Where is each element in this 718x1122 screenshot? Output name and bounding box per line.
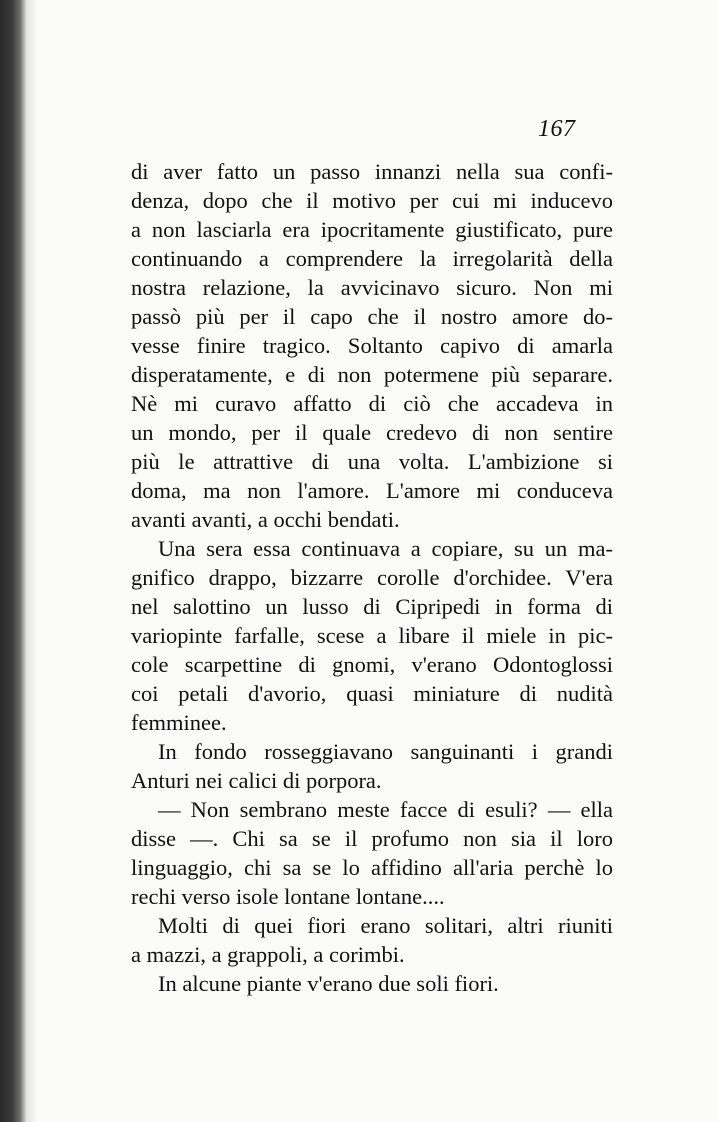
text-line: variopinte farfalle, scese a libare il miele in pic- bbox=[131, 623, 613, 648]
body-text bbox=[131, 157, 613, 998]
text-line: disse —. Chi sa se il profumo non sia il loro bbox=[131, 826, 613, 851]
text-line: femminee. bbox=[131, 710, 227, 735]
text-line: nel salottino un lusso di Cipripedi in forma di bbox=[131, 594, 613, 619]
text-line: In fondo rosseggiavano sanguinanti i grandi bbox=[158, 739, 613, 764]
text-line: rechi verso isole lontane lontane.... bbox=[131, 884, 445, 909]
text-line: Molti di quei fiori erano solitari, altri riuniti bbox=[158, 913, 613, 938]
text-line: Anturi nei calici di porpora. bbox=[131, 768, 382, 793]
text-line: In alcune piante v'erano due soli fiori. bbox=[158, 971, 499, 996]
text-line: a non lasciarla era ipocritamente giustificato, pure bbox=[131, 217, 613, 242]
text-line: gnifico drappo, bizzarre corolle d'orchidee. V'era bbox=[131, 565, 613, 590]
text-line: disperatamente, e di non potermene più separare. bbox=[131, 362, 613, 387]
text-line: doma, ma non l'amore. L'amore mi conduceva bbox=[131, 478, 613, 503]
text-line: un mondo, per il quale credevo di non sentire bbox=[131, 420, 613, 445]
text-line: avanti avanti, a occhi bendati. bbox=[131, 507, 400, 532]
text-line: Nè mi curavo affatto di ciò che accadeva in bbox=[131, 391, 613, 416]
text-line: nostra relazione, la avvicinavo sicuro. Non mi bbox=[131, 275, 613, 300]
page-number: 167 bbox=[538, 116, 576, 142]
text-line: a mazzi, a grappoli, a corimbi. bbox=[131, 942, 405, 967]
book-binding-edge bbox=[0, 0, 26, 1122]
gutter-shadow bbox=[26, 0, 38, 1122]
text-line: Una sera essa continuava a copiare, su un ma- bbox=[158, 536, 613, 561]
text-line: più le attrattive di una volta. L'ambizione si bbox=[131, 449, 613, 474]
text-line: passò più per il capo che il nostro amore do- bbox=[131, 304, 613, 329]
text-line: — Non sembrano meste facce di esuli? — ella bbox=[158, 797, 613, 822]
text-line: linguaggio, chi sa se lo affidino all'aria perchè lo bbox=[131, 855, 613, 880]
text-line: coi petali d'avorio, quasi miniature di nudità bbox=[131, 681, 613, 706]
text-line: continuando a comprendere la irregolarità della bbox=[131, 246, 613, 271]
text-line: denza, dopo che il motivo per cui mi inducevo bbox=[131, 188, 613, 213]
text-line: di aver fatto un passo innanzi nella sua confi- bbox=[131, 159, 613, 184]
text-line: cole scarpettine di gnomi, v'erano Odontoglossi bbox=[131, 652, 613, 677]
text-line: vesse finire tragico. Soltanto capivo di amarla bbox=[131, 333, 613, 358]
